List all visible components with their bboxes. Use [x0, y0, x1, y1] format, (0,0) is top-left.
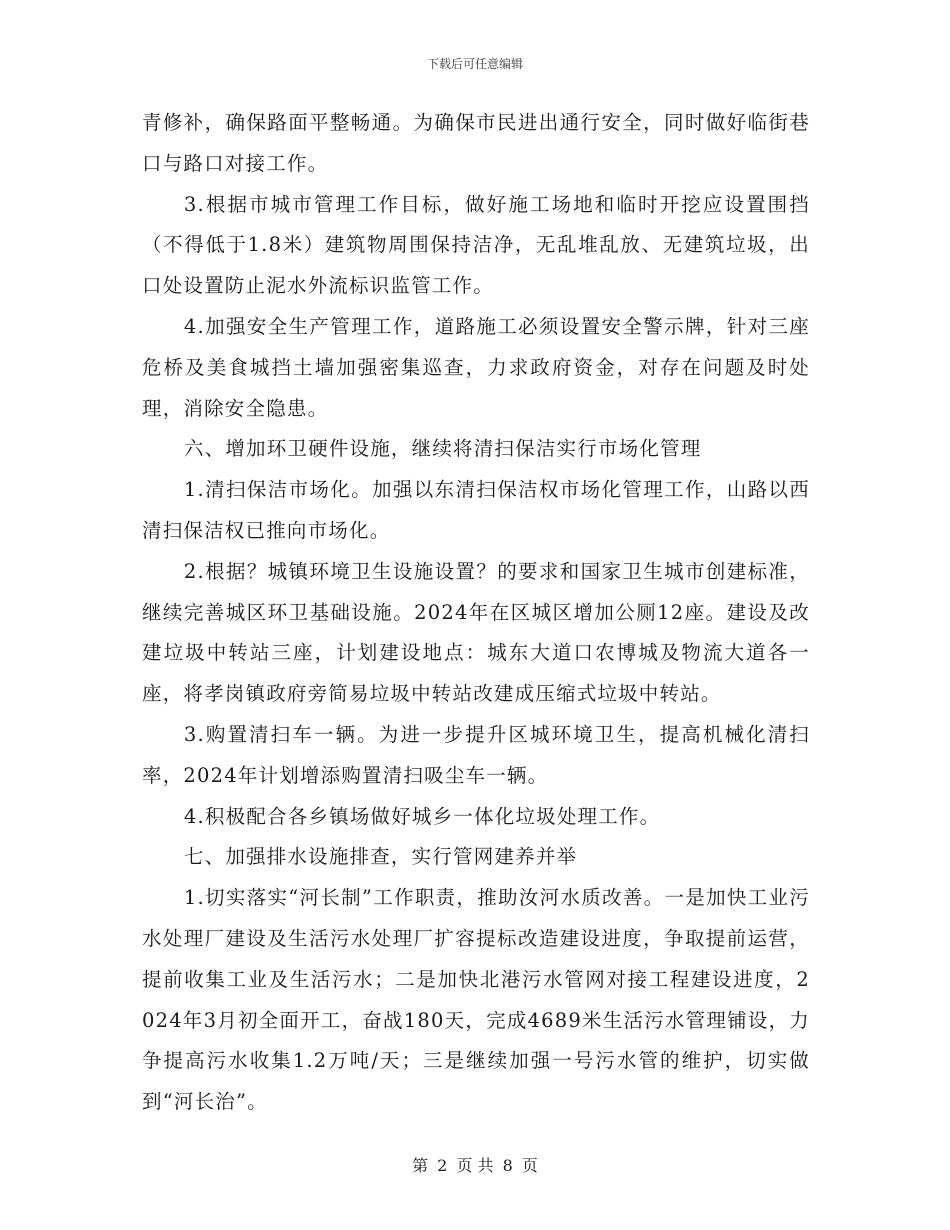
section-heading-6: 六、增加环卫硬件设施，继续将清扫保洁实行市场化管理	[183, 437, 702, 461]
paragraph-item-4-garbage: 4.积极配合各乡镇场做好城乡一体化垃圾处理工作。	[183, 804, 661, 828]
paragraph-continuation: 青修补，确保路面平整畅通。为确保市民进出通行安全，同时做好临街巷口与路口对接工作。	[142, 111, 810, 175]
paragraph-item-1-cleaning: 1.清扫保洁市场化。加强以东清扫保洁权市场化管理工作，山路以西清扫保洁权已推向市场化。	[142, 478, 810, 542]
footer-suffix: 页	[521, 1156, 538, 1175]
current-page-number: 2	[437, 1156, 448, 1175]
total-page-count: 8	[502, 1156, 513, 1175]
footer-prefix: 第	[412, 1156, 429, 1175]
page-number-footer	[0, 1153, 950, 1176]
section-heading-7: 七、加强排水设施排查，实行管网建养并举	[183, 845, 578, 869]
paragraph-item-4-safety: 4.加强安全生产管理工作，道路施工必须设置安全警示牌，针对三座危桥及美食城挡土墙加强密集巡查，力求政府资金，对存在问题及时处理，消除安全隐患。	[142, 314, 810, 420]
paragraph-item-2-facilities: 2.根据？城镇环境卫生设施设置？的要求和国家卫生城市创建标准，继续完善城区环卫基础设施。2024年在区城区增加公厕12座。建设及改建垃圾中转站三座，计划建设地点：城东大道口农博城及物流大道各一座，将孝岗镇政府旁简易垃圾中转站改建成压缩式垃圾中转站。	[142, 559, 810, 706]
page-header-note: 下载后可任意编辑	[426, 57, 523, 71]
document-body	[142, 103, 810, 1123]
paragraph-item-3-construction-site: 3.根据市城市管理工作目标，做好施工场地和临时开挖应设置围挡（不得低于1.8米）建筑物周围保持洁净，无乱堆乱放、无建筑垃圾，出口处设置防止泥水外流标识监管工作。	[142, 192, 810, 298]
paragraph-item-3-sweeper: 3.购置清扫车一辆。为进一步提升区城环境卫生，提高机械化清扫率，2024年计划增添购置清扫吸尘车一辆。	[142, 722, 810, 787]
footer-middle: 页 共	[456, 1156, 494, 1175]
paragraph-item-1-river-chief: 1.切实落实“河长制”工作职责，推助汝河水质改善。一是加快工业污水处理厂建设及生活污水处理厂扩容提标改造建设进度，争取提前运营，提前收集工业及生活污水；二是加快北港污水管网对接工程建设进度，2024年3月初全面开工，奋战180天，完成4689米生活污水管理铺设，力争提高污水收集1.2万吨/天；三是继续加强一号污水管的维护，切实做到“河长治”。	[142, 886, 810, 1114]
